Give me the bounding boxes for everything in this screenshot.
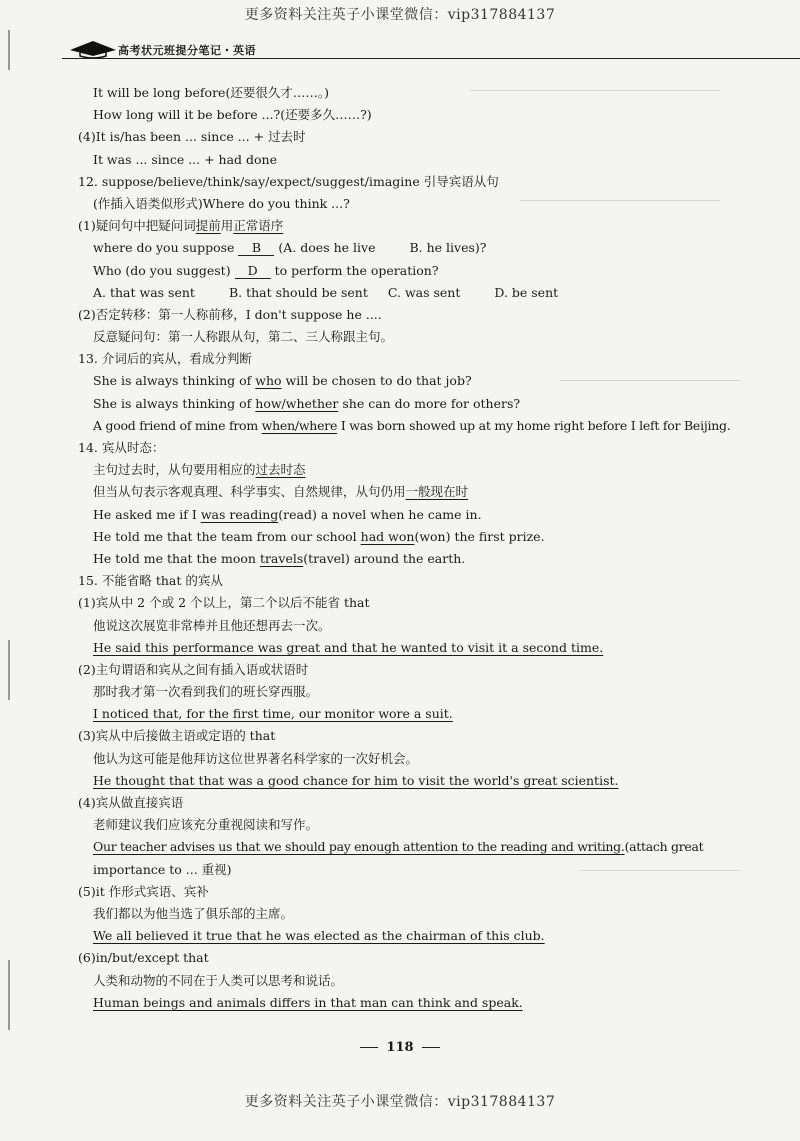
option-c: C. was sent — [387, 284, 461, 300]
margin-mark — [8, 640, 10, 700]
text-line — [78, 459, 738, 481]
text-line: (4)宾从做直接宾语 — [78, 795, 184, 810]
underlined-text: 过去时态 — [255, 462, 306, 478]
page-number — [0, 1040, 800, 1055]
text-line: 人类和动物的不同在于人类可以思考和说话。 — [93, 972, 344, 988]
text-span: (attach great — [624, 839, 704, 855]
answer-blank: D — [235, 264, 271, 279]
text-span: He told me that the moon — [93, 550, 256, 566]
section-heading: 14. 宾从时态： — [78, 440, 165, 455]
header-rule — [62, 58, 800, 59]
text-line: (2)否定转移：第一人称前移，I don't suppose he .... — [78, 306, 382, 322]
section-heading: 13. 介词后的宾从，看成分判断 — [78, 351, 252, 367]
header-title: 高考状元班提分笔记・英语 — [118, 44, 256, 57]
text-line: It will be long before(还要很久才……。) — [93, 85, 329, 100]
translation-answer: Human beings and animals differs in that man can think and speak. — [93, 994, 523, 1010]
text-span: She is always thinking of — [93, 373, 252, 389]
margin-mark — [8, 30, 10, 70]
underlined-text: how/whether — [255, 395, 339, 411]
options-line — [78, 282, 738, 304]
translation-answer: He said this performance was great and that he wanted to visit it a second time. — [93, 639, 604, 655]
example-line — [78, 370, 738, 392]
section-heading: 12. suppose/believe/think/say/expect/suggest/imagine 引导宾语从句 — [78, 173, 499, 189]
text-line: 我们都以为他当选了俱乐部的主席。 — [93, 905, 294, 921]
text-line: 反意疑问句：第一人称跟从句，第二、三人称跟主句。 — [93, 329, 394, 345]
text-line: (5)it 作形式宾语、宾补 — [78, 883, 209, 899]
example-line — [78, 526, 738, 548]
underlined-text: had won — [360, 528, 415, 544]
text-span: A good friend of mine from — [93, 417, 258, 433]
text-line — [78, 481, 738, 503]
text-span: 用 — [220, 218, 234, 234]
translation-answer: We all believed it true that he was elected as the chairman of this club. — [93, 928, 545, 944]
text-line: 那时我才第一次看到我们的班长穿西服。 — [93, 684, 319, 700]
example-line — [78, 393, 738, 415]
text-span: (travel) around the earth. — [303, 550, 466, 566]
text-line: 老师建议我们应该充分重视阅读和写作。 — [93, 817, 319, 833]
text-line: (作插入语类似形式)Where do you think ...? — [93, 195, 350, 211]
page-number-value: 118 — [386, 1040, 414, 1055]
text-span: to perform the operation? — [274, 262, 439, 278]
section-heading: 15. 不能省略 that 的宾从 — [78, 573, 223, 589]
option-b: B. that should be sent — [228, 284, 368, 300]
text-span: 主句过去时，从句要用相应的 — [93, 462, 256, 478]
underlined-text: travels — [259, 550, 304, 566]
text-span: where do you suppose — [93, 240, 235, 256]
text-line: (6)in/but/except that — [78, 950, 209, 966]
translation-answer: He thought that that was a good chance for him to visit the world's great scientist. — [93, 772, 619, 788]
underlined-text: was reading — [200, 506, 279, 522]
text-line: 他说这次展览非常棒并且他还想再去一次。 — [93, 617, 331, 633]
text-span: (1)疑问句中把疑问词 — [78, 218, 196, 234]
running-header — [40, 34, 760, 60]
translation-answer: Our teacher advises us that we should pay enough attention to the reading and writing. — [93, 839, 625, 855]
text-span: Who (do you suggest) — [93, 262, 231, 278]
underlined-text: 正常语序 — [233, 218, 284, 234]
example-line — [78, 415, 738, 437]
notes-content — [78, 82, 738, 1014]
text-span: will be chosen to do that job? — [285, 373, 472, 389]
text-span: He asked me if I — [93, 506, 197, 522]
translation-answer-line — [78, 836, 738, 858]
text-span: (read) a novel when he came in. — [278, 506, 482, 522]
text-line: (3)宾从中后接做主语或定语的 that — [78, 728, 276, 744]
text-span: B. he lives)? — [409, 240, 487, 256]
text-line: 他认为这可能是他拜访这位世界著名科学家的一次好机会。 — [93, 750, 419, 766]
answer-blank: B — [238, 241, 274, 256]
text-line: (2)主句谓语和宾从之间有插入语或状语时 — [78, 661, 309, 677]
option-a: A. that was sent — [93, 284, 195, 300]
text-line: It was ... since ... + had done — [93, 151, 277, 167]
margin-mark — [8, 960, 10, 1030]
underlined-text: 一般现在时 — [405, 484, 469, 500]
translation-answer: I noticed that, for the first time, our monitor wore a suit. — [93, 706, 453, 722]
text-span: (won) the first prize. — [414, 528, 545, 544]
text-span: He told me that the team from our school — [93, 528, 357, 544]
text-span: (A. does he live — [278, 240, 376, 256]
text-span: 但当从句表示客观真理、科学事实、自然规律，从句仍用 — [93, 484, 406, 500]
underlined-text: who — [255, 373, 282, 389]
text-span: I was born showed up at my home right before I left for Beijing. — [340, 417, 731, 433]
graduation-cap-icon — [68, 38, 118, 58]
text-line: (4)It is/has been ... since ... + 过去时 — [78, 129, 306, 145]
text-span: she can do more for others? — [342, 395, 521, 411]
text-line: importance to ... 重视) — [93, 861, 232, 877]
watermark-bottom: 更多资料关注英子小课堂微信：vip317884137 — [244, 1094, 556, 1110]
option-d: D. be sent — [494, 284, 559, 300]
example-line — [78, 548, 738, 570]
underlined-text: 提前 — [195, 218, 221, 234]
exercise-line — [78, 260, 738, 282]
text-line: How long will it be before ...?(还要多久……?) — [93, 107, 372, 123]
text-line — [78, 215, 738, 237]
text-span: She is always thinking of — [93, 395, 252, 411]
watermark-top: 更多资料关注英子小课堂微信：vip317884137 — [244, 7, 556, 23]
text-line: (1)宾从中 2 个或 2 个以上，第二个以后不能省 that — [78, 595, 370, 611]
exercise-line — [78, 237, 738, 259]
underlined-text: when/where — [261, 417, 338, 433]
example-line — [78, 504, 738, 526]
